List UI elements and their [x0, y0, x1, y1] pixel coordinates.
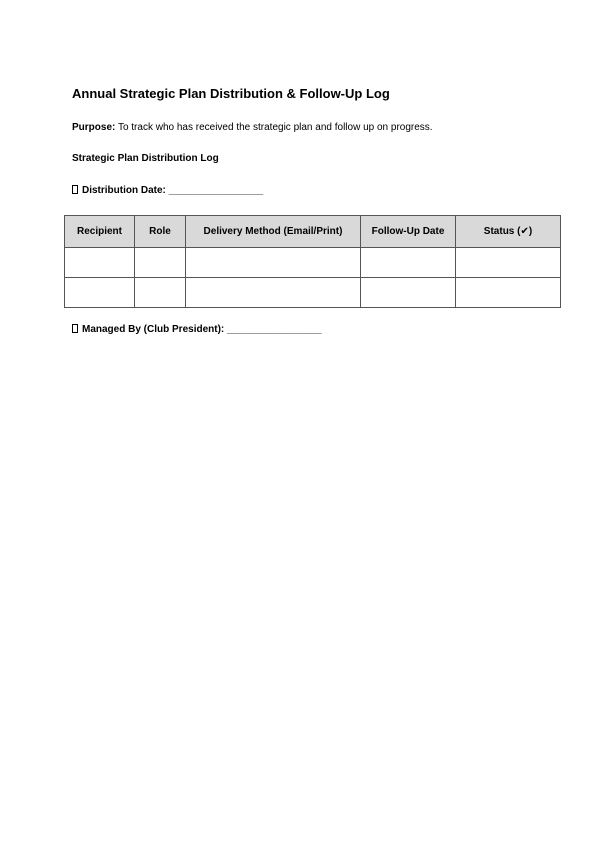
table-cell[interactable] — [361, 278, 456, 308]
table-cell[interactable] — [65, 278, 135, 308]
table-cell[interactable] — [361, 248, 456, 278]
table-cell[interactable] — [135, 248, 186, 278]
missing-glyph-icon — [72, 324, 78, 333]
managed-by-line — [72, 324, 322, 335]
header-follow-up-date: Follow-Up Date — [361, 216, 456, 248]
purpose-label: Purpose: — [72, 122, 116, 133]
header-status: Status (✔) — [456, 216, 561, 248]
table-row — [65, 278, 561, 308]
distribution-date-label: Distribution Date: _________________ — [82, 185, 264, 196]
purpose-text: To track who has received the strategic plan and follow up on progress. — [115, 122, 433, 133]
page-title: Annual Strategic Plan Distribution & Follow-Up Log — [72, 86, 390, 101]
managed-by-label: Managed By (Club President): _________________ — [82, 324, 322, 335]
section-heading: Strategic Plan Distribution Log — [72, 153, 219, 164]
distribution-date-line — [72, 185, 263, 196]
table-cell[interactable] — [186, 278, 361, 308]
table-cell[interactable] — [65, 248, 135, 278]
table-row — [65, 248, 561, 278]
header-delivery-method: Delivery Method (Email/Print) — [186, 216, 361, 248]
distribution-log-table — [64, 215, 561, 308]
table-cell[interactable] — [135, 278, 186, 308]
table-cell[interactable] — [456, 278, 561, 308]
header-recipient: Recipient — [65, 216, 135, 248]
table-cell[interactable] — [186, 248, 361, 278]
header-role: Role — [135, 216, 186, 248]
purpose-line — [72, 122, 433, 133]
missing-glyph-icon — [72, 185, 78, 194]
table-cell[interactable] — [456, 248, 561, 278]
table-header-row — [65, 216, 561, 248]
